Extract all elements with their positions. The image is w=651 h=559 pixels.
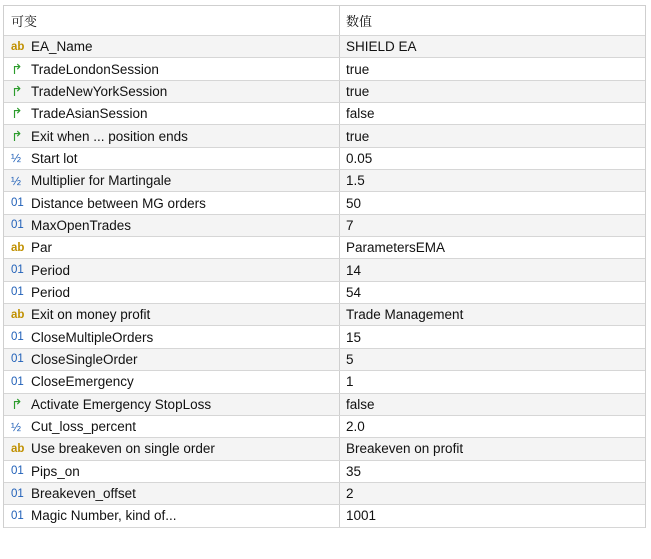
integer-type-icon: 01: [11, 197, 24, 210]
parameter-name-cell[interactable]: [4, 103, 340, 124]
parameter-name: Period: [31, 284, 71, 300]
double-type-icon: ½: [11, 151, 22, 166]
parameter-value-cell[interactable]: 2.0: [346, 419, 365, 435]
parameter-name: TradeNewYorkSession: [31, 83, 168, 99]
parameter-name: Distance between MG orders: [31, 195, 206, 211]
parameter-name-cell[interactable]: [4, 81, 340, 102]
column-header-variable[interactable]: 可变: [4, 6, 340, 35]
parameter-name-cell[interactable]: [4, 192, 340, 213]
parameter-row[interactable]: [4, 58, 645, 80]
parameter-value-cell[interactable]: 1.5: [346, 173, 365, 189]
integer-type-icon: 01: [11, 509, 24, 522]
parameter-name-cell[interactable]: [4, 215, 340, 236]
parameter-row[interactable]: [4, 259, 645, 281]
parameter-name: Magic Number, kind of...: [31, 508, 177, 524]
grid-header: [4, 6, 645, 36]
boolean-type-icon: ↱: [11, 82, 23, 99]
parameter-value-cell[interactable]: true: [346, 128, 370, 144]
parameter-row[interactable]: [4, 461, 645, 483]
parameter-value-cell[interactable]: Breakeven on profit: [346, 441, 464, 457]
parameter-name-cell[interactable]: [4, 125, 340, 146]
parameter-name: Period: [31, 262, 71, 278]
parameter-name-cell[interactable]: [4, 148, 340, 169]
parameter-value-cell[interactable]: 7: [346, 217, 354, 233]
parameter-name: TradeLondonSession: [31, 61, 159, 77]
parameter-row[interactable]: [4, 81, 645, 103]
parameter-row[interactable]: [4, 192, 645, 214]
integer-type-icon: 01: [11, 375, 24, 388]
parameter-row[interactable]: [4, 282, 645, 304]
parameter-value-cell[interactable]: 50: [346, 195, 362, 211]
boolean-type-icon: ↱: [11, 127, 23, 144]
parameter-name: CloseEmergency: [31, 374, 134, 390]
integer-type-icon: 01: [11, 487, 24, 500]
parameter-name-cell[interactable]: [4, 259, 340, 280]
boolean-type-icon: ↱: [11, 395, 23, 412]
parameter-value-cell[interactable]: 35: [346, 463, 362, 479]
integer-type-icon: 01: [11, 331, 24, 344]
parameter-row[interactable]: [4, 170, 645, 192]
parameter-name-cell[interactable]: [4, 461, 340, 482]
parameter-value-cell[interactable]: false: [346, 396, 375, 412]
parameter-row[interactable]: [4, 349, 645, 371]
parameter-value-cell[interactable]: 0.05: [346, 150, 373, 166]
parameter-name: Exit on money profit: [31, 307, 151, 323]
parameter-name: Multiplier for Martingale: [31, 173, 172, 189]
parameter-row[interactable]: [4, 326, 645, 348]
parameter-name-cell[interactable]: [4, 326, 340, 347]
string-type-icon: ab: [11, 40, 25, 53]
double-type-icon: ½: [11, 419, 22, 434]
parameter-row[interactable]: [4, 416, 645, 438]
parameter-value-cell[interactable]: true: [346, 61, 370, 77]
parameter-value-cell[interactable]: 1001: [346, 508, 377, 524]
parameter-row[interactable]: [4, 125, 645, 147]
parameter-row[interactable]: [4, 148, 645, 170]
boolean-type-icon: ↱: [11, 105, 23, 122]
parameter-name: Activate Emergency StopLoss: [31, 396, 212, 412]
parameter-name-cell[interactable]: [4, 349, 340, 370]
parameter-name-cell[interactable]: [4, 36, 340, 57]
parameter-name: Exit when ... position ends: [31, 128, 188, 144]
string-type-icon: ab: [11, 241, 25, 254]
parameter-name: CloseMultipleOrders: [31, 329, 154, 345]
parameter-name-cell[interactable]: [4, 483, 340, 504]
parameter-row[interactable]: [4, 505, 645, 527]
parameter-name: Cut_loss_percent: [31, 419, 137, 435]
parameter-name-cell[interactable]: [4, 237, 340, 258]
parameter-value-cell[interactable]: 1: [346, 374, 354, 390]
parameter-name-cell[interactable]: [4, 58, 340, 79]
parameter-name-cell[interactable]: [4, 438, 340, 459]
string-type-icon: ab: [11, 442, 25, 455]
parameter-name: Par: [31, 240, 53, 256]
parameter-row[interactable]: [4, 36, 645, 58]
parameter-value-cell[interactable]: true: [346, 83, 370, 99]
parameter-value-cell[interactable]: 14: [346, 262, 362, 278]
parameter-value-cell[interactable]: Trade Management: [346, 307, 464, 323]
parameter-name: MaxOpenTrades: [31, 217, 132, 233]
parameter-row[interactable]: [4, 483, 645, 505]
parameter-name: Start lot: [31, 150, 78, 166]
parameter-row[interactable]: [4, 304, 645, 326]
integer-type-icon: 01: [11, 286, 24, 299]
string-type-icon: ab: [11, 308, 25, 321]
parameter-name: EA_Name: [31, 39, 93, 55]
parameter-name-cell[interactable]: [4, 304, 340, 325]
boolean-type-icon: ↱: [11, 60, 23, 77]
parameter-row[interactable]: [4, 103, 645, 125]
parameter-value-cell[interactable]: 15: [346, 329, 362, 345]
integer-type-icon: 01: [11, 219, 24, 232]
parameter-row[interactable]: [4, 371, 645, 393]
parameter-row[interactable]: [4, 237, 645, 259]
parameters-grid: [3, 5, 646, 528]
parameter-name-cell[interactable]: [4, 416, 340, 437]
parameter-name: Breakeven_offset: [31, 486, 136, 502]
parameter-value-cell[interactable]: 2: [346, 486, 354, 502]
parameter-value-cell[interactable]: false: [346, 106, 375, 122]
parameter-value-cell[interactable]: ParametersEMA: [346, 240, 446, 256]
integer-type-icon: 01: [11, 353, 24, 366]
integer-type-icon: 01: [11, 264, 24, 277]
integer-type-icon: 01: [11, 465, 24, 478]
parameter-name-cell[interactable]: [4, 505, 340, 526]
parameter-name-cell[interactable]: [4, 170, 340, 191]
parameter-row[interactable]: [4, 215, 645, 237]
column-header-value[interactable]: 数值: [346, 14, 373, 29]
parameter-name-cell[interactable]: [4, 282, 340, 303]
parameter-name: TradeAsianSession: [31, 106, 148, 122]
parameter-name: Pips_on: [31, 463, 80, 479]
parameter-value-cell[interactable]: 54: [346, 284, 362, 300]
parameter-name-cell[interactable]: [4, 371, 340, 392]
parameter-name-cell[interactable]: [4, 394, 340, 415]
parameter-name: Use breakeven on single order: [31, 441, 215, 457]
double-type-icon: ½: [11, 173, 22, 188]
parameter-value-cell[interactable]: 5: [346, 351, 354, 367]
parameter-value-cell[interactable]: SHIELD EA: [346, 39, 417, 55]
parameter-row[interactable]: [4, 394, 645, 416]
parameter-row[interactable]: [4, 438, 645, 460]
parameter-name: CloseSingleOrder: [31, 351, 138, 367]
